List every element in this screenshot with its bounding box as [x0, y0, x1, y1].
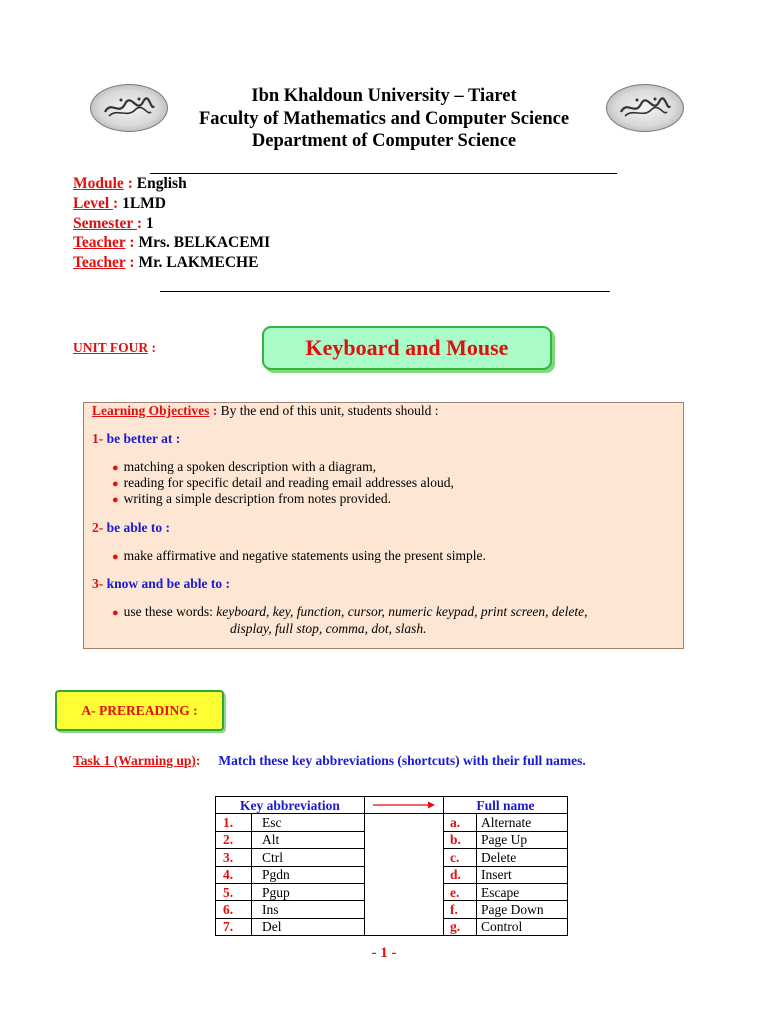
info-teacher-1: Teacher : Mrs. BELKACEMI — [73, 234, 271, 251]
objective-heading-2: 2- be able to : — [92, 520, 170, 535]
page-number: - 1 - — [371, 945, 397, 961]
info-level: Level : 1LMD — [73, 195, 166, 212]
prereading-heading: A- PREREADING : — [55, 690, 224, 731]
list-item: ● writing a simple description from notes provided. — [112, 491, 391, 506]
list-item: ● reading for specific detail and reading email addresses aloud, — [112, 475, 454, 490]
objective-heading-1: 1- be better at : — [92, 431, 181, 446]
table-row: 7. Del g. Control — [216, 918, 568, 935]
table-row: 3. Ctrl c. Delete — [216, 849, 568, 866]
vocab-continuation: display, full stop, comma, dot, slash. — [230, 621, 427, 636]
info-divider — [160, 291, 610, 292]
table-row: 2. Alt b. Page Up — [216, 831, 568, 848]
info-module: Module : English — [73, 175, 187, 192]
task-1: Task 1 (Warming up): Match these key abbreviations (shortcuts) with their full names. — [73, 753, 586, 768]
info-teacher-2: Teacher : Mr. LAKMECHE — [73, 254, 259, 271]
objectives-intro: Learning Objectives : By the end of this unit, students should : — [92, 403, 439, 418]
table-row: 4. Pgdn d. Insert — [216, 866, 568, 883]
table-header-row — [216, 797, 568, 814]
list-item: ● make affirmative and negative statements using the present simple. — [112, 548, 486, 563]
learning-objectives-box — [83, 402, 684, 649]
objective-heading-3: 3- know and be able to : — [92, 576, 231, 591]
department-name: Department of Computer Science — [251, 131, 517, 151]
header-divider — [150, 173, 617, 174]
list-item: ● use these words: keyboard, key, function, cursor, numeric keypad, print screen, delete, — [112, 604, 588, 619]
matching-area[interactable] — [365, 814, 444, 936]
table-row: 1. Esc a. Alternate — [216, 814, 568, 831]
arrow-header-cell — [365, 797, 444, 814]
table-row: 5. Pgup e. Escape — [216, 883, 568, 900]
matching-table — [215, 796, 568, 936]
table-row: 6. Ins f. Page Down — [216, 901, 568, 918]
unit-title: Keyboard and Mouse — [262, 326, 552, 370]
arrow-right-icon — [371, 800, 437, 810]
unit-label: UNIT FOUR : — [73, 340, 157, 355]
university-name: Ibn Khaldoun University – Tiaret — [251, 86, 517, 106]
list-item: ● matching a spoken description with a diagram, — [112, 459, 376, 474]
info-semester: Semester : 1 — [73, 215, 154, 232]
col-header-full-name: Full name — [444, 797, 568, 814]
col-header-abbreviation: Key abbreviation — [216, 797, 365, 814]
faculty-name: Faculty of Mathematics and Computer Science — [198, 109, 570, 129]
